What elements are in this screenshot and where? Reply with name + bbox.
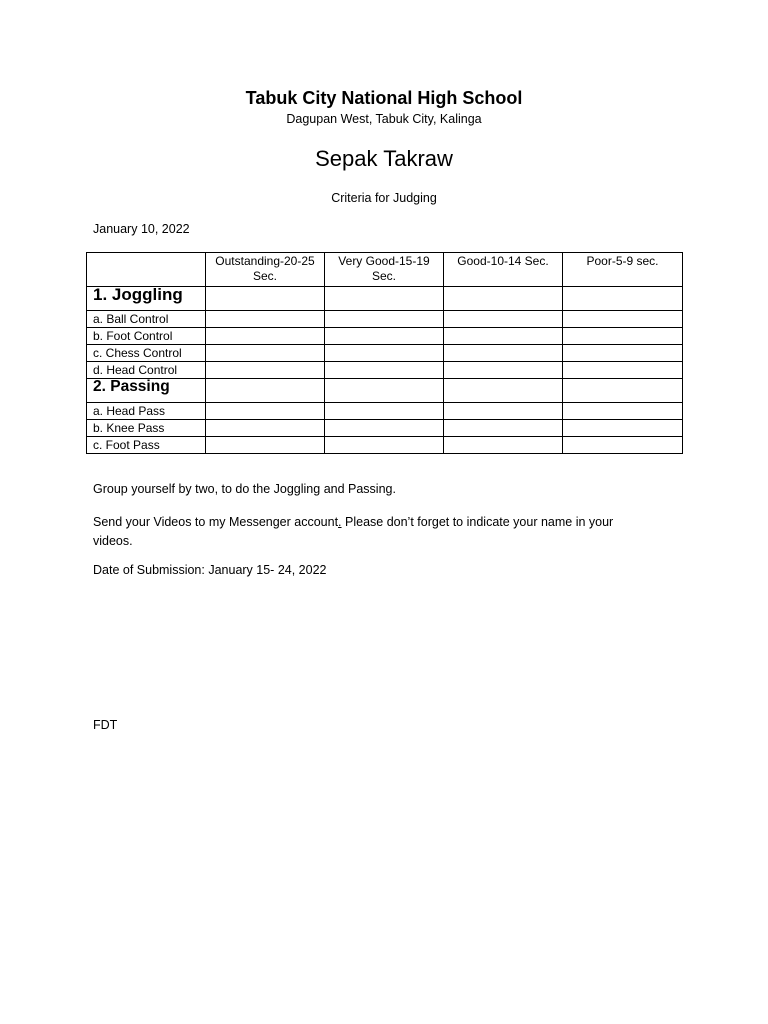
criterion-label: a. Head Pass <box>87 403 206 420</box>
criterion-label: c. Foot Pass <box>87 437 206 454</box>
section-title: 1. Joggling <box>87 287 206 311</box>
table-cell <box>563 311 683 328</box>
document-title: Sepak Takraw <box>315 146 453 171</box>
criterion-label: c. Chess Control <box>87 345 206 362</box>
table-cell <box>563 362 683 379</box>
table-cell <box>325 328 444 345</box>
school-name: Tabuk City National High School <box>245 88 523 108</box>
table-cell <box>325 362 444 379</box>
table-cell <box>325 403 444 420</box>
table-cell <box>325 287 444 311</box>
header-cell-good: Good-10-14 Sec. <box>444 253 563 287</box>
table-cell <box>444 328 563 345</box>
table-cell <box>563 403 683 420</box>
criterion-label: d. Head Control <box>87 362 206 379</box>
table-cell <box>563 379 683 403</box>
table-cell <box>325 420 444 437</box>
table-cell <box>206 420 325 437</box>
table-row <box>87 311 683 328</box>
table-cell <box>444 379 563 403</box>
table-cell <box>206 345 325 362</box>
table-row <box>87 362 683 379</box>
table-cell <box>325 437 444 454</box>
header-cell-very-good: Very Good-15-19 Sec. <box>325 253 444 287</box>
table-cell <box>444 403 563 420</box>
table-row <box>87 328 683 345</box>
table-section-row <box>87 287 683 311</box>
table-cell <box>563 328 683 345</box>
header-cell-outstanding: Outstanding-20-25 Sec. <box>206 253 325 287</box>
table-cell <box>563 287 683 311</box>
table-row <box>87 420 683 437</box>
table-cell <box>206 362 325 379</box>
underlined-period: . <box>338 515 342 529</box>
signature-initials: FDT <box>93 718 118 732</box>
table-cell <box>206 403 325 420</box>
table-cell <box>444 311 563 328</box>
document-subtitle: Criteria for Judging <box>331 191 437 205</box>
table-cell <box>206 311 325 328</box>
table-cell <box>444 437 563 454</box>
table-row <box>87 345 683 362</box>
table-cell <box>206 379 325 403</box>
header-cell-poor: Poor-5-9 sec. <box>563 253 683 287</box>
table-cell <box>444 287 563 311</box>
judging-criteria-table <box>86 252 683 454</box>
header-cell-blank <box>87 253 206 287</box>
table-cell <box>563 420 683 437</box>
instruction-text: Please don’t forget to indicate your name in your videos. <box>93 515 614 548</box>
criterion-label: b. Foot Control <box>87 328 206 345</box>
table-header-row <box>87 253 683 287</box>
table-section-row <box>87 379 683 403</box>
table-cell <box>206 437 325 454</box>
submission-date: Date of Submission: January 15- 24, 2022 <box>93 563 327 577</box>
table-cell <box>325 345 444 362</box>
table-cell <box>563 345 683 362</box>
table-cell <box>444 362 563 379</box>
table-row <box>87 437 683 454</box>
table-cell <box>206 287 325 311</box>
table-cell <box>206 328 325 345</box>
table-cell <box>325 311 444 328</box>
table-row <box>87 403 683 420</box>
table-cell <box>325 379 444 403</box>
criterion-label: b. Knee Pass <box>87 420 206 437</box>
criterion-label: a. Ball Control <box>87 311 206 328</box>
school-address: Dagupan West, Tabuk City, Kalinga <box>286 112 482 126</box>
document-date: January 10, 2022 <box>93 222 190 236</box>
table-cell <box>444 420 563 437</box>
instruction-submission <box>93 513 653 551</box>
table-cell <box>563 437 683 454</box>
section-title: 2. Passing <box>87 379 206 403</box>
table-cell <box>444 345 563 362</box>
instruction-grouping: Group yourself by two, to do the Joggling and Passing. <box>93 482 396 496</box>
instruction-text: Send your Videos to my Messenger account <box>93 515 339 529</box>
